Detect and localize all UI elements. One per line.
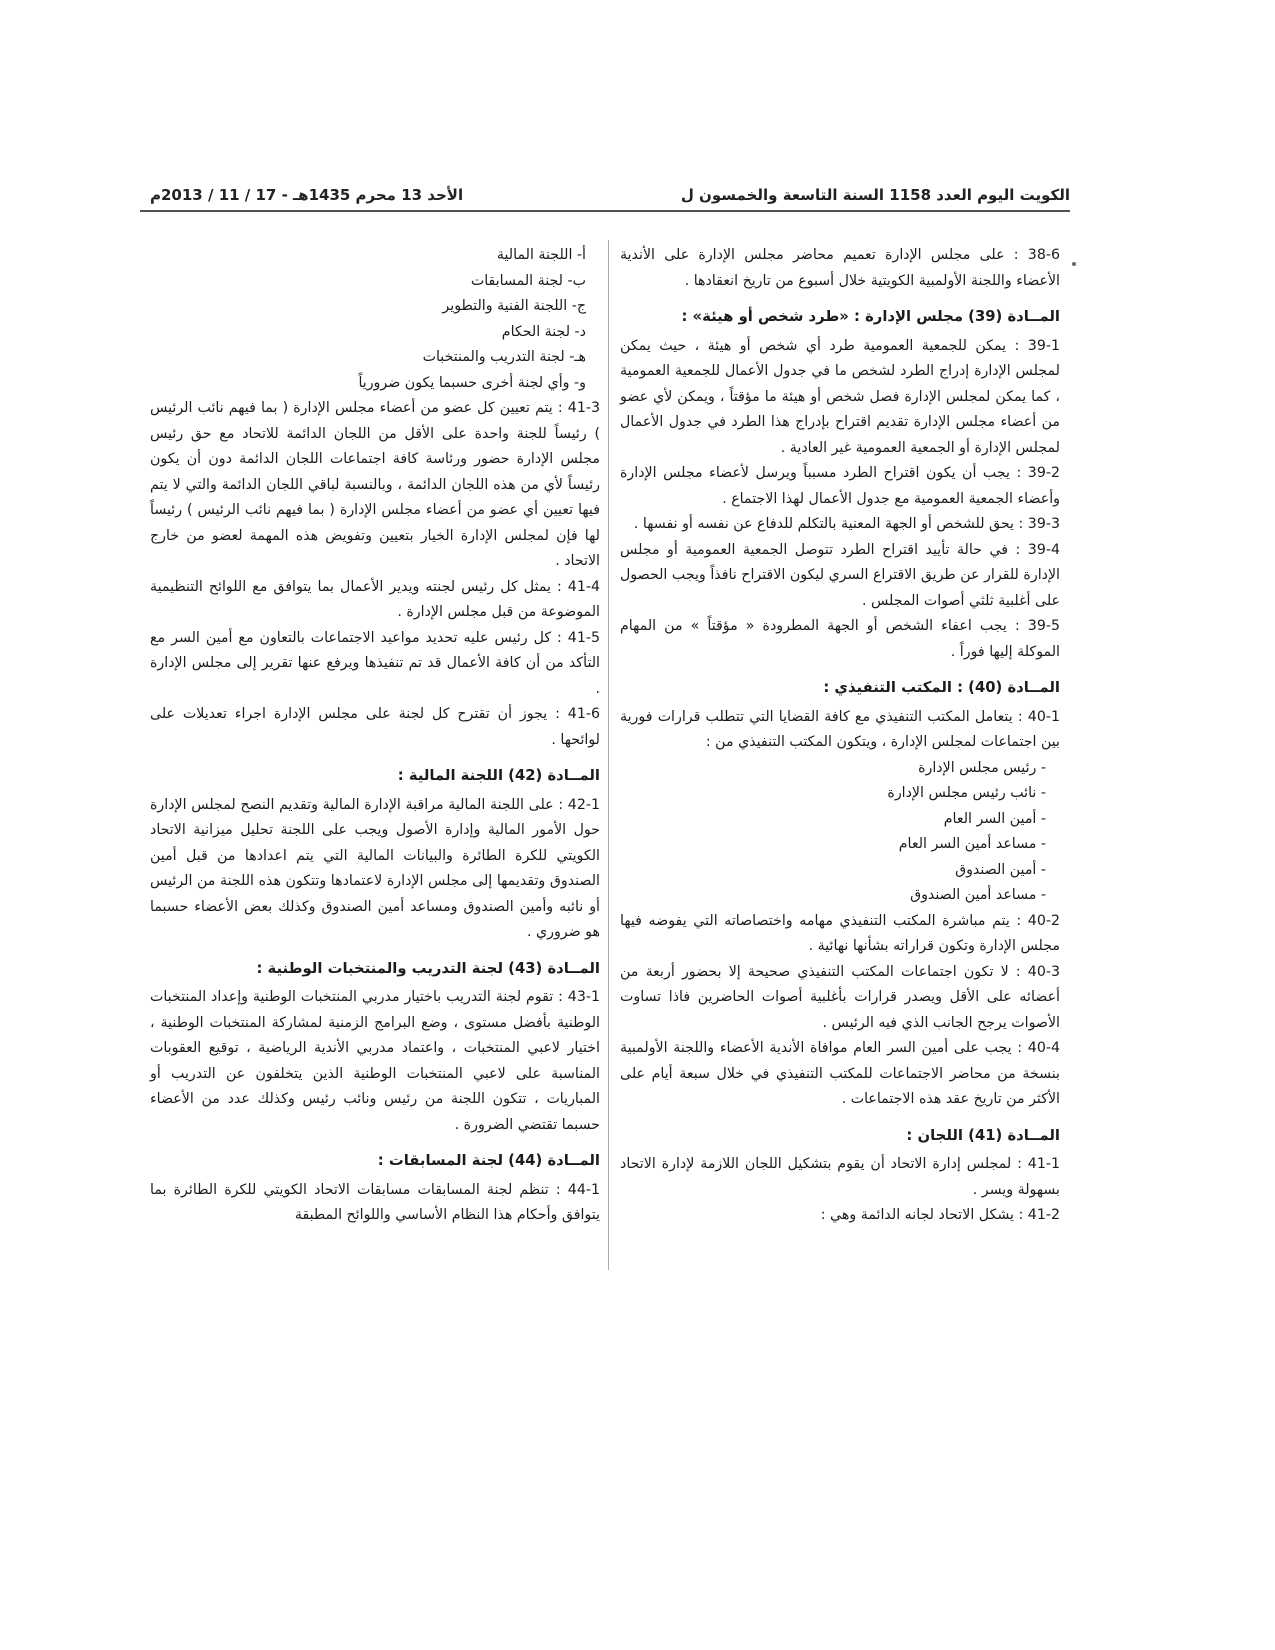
- left-list-item: د- لجنة الحكام: [501, 323, 586, 340]
- right-list-item: - رئيس مجلس الإدارة: [918, 759, 1046, 776]
- left-paragraph: 44-1 : تنظم لجنة المسابقات مسابقات الاتحاد الكويتي للكرة الطائرة بما يتوافق وأحكام هذا النظام الأساسي واللوائح المطبقة: [150, 1181, 600, 1223]
- right-paragraph: 40-2 : يتم مباشرة المكتب التنفيذي مهامه واختصاصاته التي يفوضه فيها مجلس الإدارة وتكون قراراته بشأنها نهائية .: [620, 912, 1060, 954]
- left-paragraph: 41-6 : يجوز أن تقترح كل لجنة على مجلس الإدارة اجراء تعديلات على لوائحها .: [150, 706, 600, 748]
- right-paragraph: 41-1 : لمجلس إدارة الاتحاد أن يقوم بتشكيل اللجان اللازمة لإدارة الاتحاد بسهولة ويسر .: [620, 1156, 1060, 1198]
- right-article-heading: المــادة (40) : المكتب التنفيذي :: [823, 679, 1060, 696]
- right-paragraph: 40-1 : يتعامل المكتب التنفيذي مع كافة القضايا التي تتطلب قرارات فورية بين اجتماعات لمجلس الإدارة ، ويتكون المكتب التنفيذي من :: [620, 708, 1060, 750]
- page-header: [140, 180, 1070, 210]
- right-paragraph: 39-2 : يجب أن يكون اقتراح الطرد مسبباً ويرسل لأعضاء مجلس الإدارة وأعضاء الجمعية العمومية مع جدول الأعمال لهذا الاجتماع .: [620, 465, 1060, 507]
- left-paragraph: 41-3 : يتم تعيين كل عضو من أعضاء مجلس الإدارة ( بما فيهم نائب الرئيس ) رئيساً للجنة واحدة على الأقل من اللجان الدائمة للاتحاد مع حق رئيس مجلس الإدارة حضور ورئاسة كافة اجتماعات اللجان الدائمة دون أن يكون رئيساً لأي من هذه اللجان الدائمة ، وبالنسبة لباقي اللجان الدائمة والتي لا يتم فيها تعيين أي عضو من أعضاء مجلس الإدارة ( بما فيهم نائب الرئيس ) رئيساً لها فإن لمجلس الإدارة الخيار بتعيين وتفويض هذه المهمة لعضو من خارج الاتحاد .: [150, 400, 600, 569]
- left-article-heading: المــادة (44) لجنة المسابقات :: [377, 1152, 600, 1169]
- column-divider: [608, 240, 609, 1270]
- left-paragraph: 43-1 : تقوم لجنة التدريب باختيار مدربي المنتخبات الوطنية وإعداد المنتخبات الوطنية بأفضل مستوى ، وضع البرامج الزمنية لمشاركة المنتخبات الوطنية ، اختيار لاعبي المنتخبات ، واعتماد مدربي الأندية الرياضية ، توقيع العقوبات المناسبة على لاعبي المنتخبات الوطنية الذين يتخلفون عن التدريب أو المباريات ، تتكون اللجنة من رئيس ونائب رئيس وكذلك عدد من الأعضاء حسبما تقتضي الضرورة .: [150, 989, 600, 1133]
- right-paragraph: 38-6 : على مجلس الإدارة تعميم محاضر مجلس الإدارة على الأندية الأعضاء واللجنة الأولمبية الكويتية خلال أسبوع من تاريخ انعقادها .: [620, 247, 1060, 289]
- right-paragraph: 40-4 : يجب على أمين السر العام موافاة الأندية الأعضاء واللجنة الأولمبية بنسخة من محاضر الاجتماعات للمكتب التنفيذي في خلال سبعة أيام على الأكثر من تاريخ عقد هذه الاجتماعات .: [620, 1040, 1060, 1107]
- left-list-item: ب- لجنة المسابقات: [470, 272, 586, 289]
- right-paragraph: 40-3 : لا تكون اجتماعات المكتب التنفيذي صحيحة إلا بحضور أربعة من أعضائه على الأقل ويصدر قرارات بأغلبية أصوات الحاضرين فاذا تساوت الأصوات يرجح الجانب الذي فيه الرئيس .: [620, 963, 1060, 1031]
- left-list-item: و- وأي لجنة أخرى حسبما يكون ضرورياً: [358, 374, 586, 391]
- right-list-item: - نائب رئيس مجلس الإدارة: [887, 785, 1046, 801]
- left-column: [150, 243, 600, 1229]
- left-article-heading: المــادة (43) لجنة التدريب والمنتخبات الوطنية :: [256, 959, 600, 977]
- left-paragraph: 41-4 : يمثل كل رئيس لجنته ويدير الأعمال بما يتوافق مع اللوائح التنظيمية الموضوعة من قبل مجلس الإدارة .: [150, 578, 600, 620]
- header-divider: [140, 210, 1070, 212]
- right-list-item: - مساعد أمين السر العام: [898, 836, 1046, 852]
- right-list-item: - مساعد أمين الصندوق: [910, 887, 1046, 903]
- right-list-item: - أمين الصندوق: [955, 861, 1046, 878]
- right-article-heading: المــادة (39) مجلس الإدارة : «طرد شخص أو هيئة» :: [681, 308, 1060, 325]
- right-paragraph: 39-4 : في حالة تأييد اقتراح الطرد تتوصل الجمعية العمومية أو مجلس الإدارة للقرار عن طريق الاقتراع السري ليكون الاقتراح نافذاً ويجب الحصول على أغلبية ثلثي أصوات المجلس .: [620, 541, 1060, 609]
- right-paragraph: 39-1 : يمكن للجمعية العمومية طرد أي شخص أو هيئة ، حيث يمكن لمجلس الإدارة إدراج الطرد لشخص ما في جدول الأعمال للجمعية العمومية ، كما يمكن لمجلس الإدارة فصل شخص أو هيئة ما مؤقتاً ، ويمكن لأي عضو من أعضاء مجلس الإدارة تقديم اقتراح بإدراج هذا الطرد في جدول الأعمال لمجلس الإدارة أو الجمعية العمومية غير العادية .: [620, 337, 1060, 456]
- left-article-heading: المــادة (42) اللجنة المالية :: [397, 767, 600, 784]
- right-list-item: - أمين السر العام: [943, 810, 1046, 827]
- left-list-item: أ- اللجنة المالية: [496, 247, 586, 263]
- issue-info: الكويت اليوم العدد 1158 السنة التاسعة والخمسون ل: [680, 186, 1070, 204]
- left-list-item: ج- اللجنة الفنية والتطوير: [442, 298, 586, 314]
- right-paragraph: 39-5 : يجب اعفاء الشخص أو الجهة المطرودة « مؤقتاً » من المهام الموكلة إليها فوراً .: [620, 618, 1060, 660]
- issue-date: الأحد 13 محرم 1435هـ - 17 / 11 / 2013م: [150, 186, 464, 204]
- scan-mark: [1072, 262, 1076, 266]
- left-paragraph: 41-5 : كل رئيس عليه تحديد مواعيد الاجتماعات بالتعاون مع أمين السر مع التأكد من أن كافة الأعمال قد تم تنفيذها ويرفع عنها تقرير إلى مجلس الإدارة .: [150, 629, 600, 697]
- right-article-heading: المــادة (41) اللجان :: [906, 1126, 1060, 1144]
- right-paragraph: 39-3 : يحق للشخص أو الجهة المعنية بالتكلم للدفاع عن نفسه أو نفسها .: [633, 516, 1060, 532]
- left-list-item: هـ- لجنة التدريب والمنتخبات: [422, 349, 586, 365]
- left-paragraph: 42-1 : على اللجنة المالية مراقبة الإدارة المالية وتقديم النصح لمجلس الإدارة حول الأمور المالية وإدارة الأصول ويجب على اللجنة تحليل ميزانية الاتحاد الكويتي للكرة الطائرة والبيانات المالية التي يتم اعدادها من قبل أمين الصندوق وتقديمها إلى مجلس الإدارة لاعتمادها وتتكون هذه اللجنة من الرئيس أو نائبه وأمين الصندوق ومساعد أمين الصندوق وكذلك بعض الأعضاء حسبما هو ضروري .: [150, 796, 600, 940]
- right-column: [620, 243, 1060, 1229]
- right-paragraph: 41-2 : يشكل الاتحاد لجانه الدائمة وهي :: [820, 1207, 1060, 1223]
